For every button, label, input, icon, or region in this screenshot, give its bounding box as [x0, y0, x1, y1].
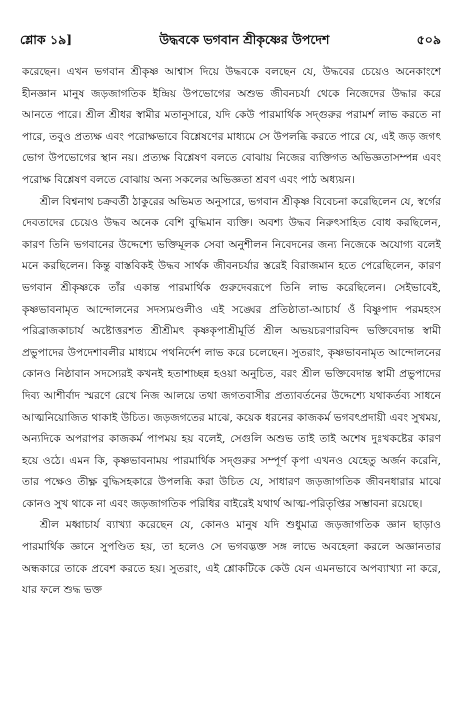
page-number: ৫০৯ — [416, 32, 441, 47]
running-title: উদ্ধবকে ভগবান শ্রীকৃষ্ণের উপদেশ — [159, 32, 330, 47]
paragraph: শ্রীল বিশ্বনাথ চক্রবর্তী ঠাকুরের অভিমত অনুসারে, ভগবান শ্রীকৃষ্ণ বিবেচনা করেছিলেন যে, স্বর্গের দেবতাদের চেয়েও উদ্ধব অনেক বেশি বুদ্ধিমান ব্যক্তি। অবশ্য উদ্ধব নিরুৎসাহিত বোধ করছিলেন, কারণ তিনি ভগবানের উদ্দেশ্যে ভক্তিমূলক সেবা অনুশীলন নিবেদনের জন্য নিজেকে অযোগ্য বলেই মনে করছিলেন। কিন্তু বাস্তবিকই উদ্ধব সার্থক জীবনচর্যার স্তরেই বিরাজমান হতে পেরেছিলেন, কারণ ভগবান শ্রীকৃষ্ণকে তাঁর একান্ত পারমার্থিক গুরুদেবরূপে তিনি লাভ করেছিলেন। সেইভাবেই, কৃষ্ণভাবনামৃত আন্দোলনের সদস্যমণ্ডলীও এই সঙ্ঘের প্রতিষ্ঠাতা-আচার্য ওঁ বিষ্ণুপাদ পরমহংস পরিব্রাজকাচার্য অষ্টোত্তরশত শ্রীশ্রীমৎ কৃষ্ণকৃপাশ্রীমূর্তি শ্রীল অভয়চরণারবিন্দ ভক্তিবেদান্ত স্বামী প্রভুপাদের উপদেশাবলীর মাধ্যমে পথনির্দেশ লাভ করে চলেছেন। সুতরাং, কৃষ্ণভাবনামৃত আন্দোলনের কোনও নিষ্ঠাবান সদস্যেরই কখনই হতাশাচ্ছন্ন হওয়া অনুচিত, বরং শ্রীল ভক্তিবেদান্ত স্বামী প্রভুপাদের দিব্য আশীর্বাদ স্মরণে রেখে নিজ আলয়ে তথা জগতবাসীর প্রত্যাবর্তনের উদ্দেশ্যে যথাকর্তব্য সাধনে আত্মনিয়োজিত থাকাই উচিত। জড়জগতের মাঝে, কয়েক ধরনের কাজকর্ম ভগবৎপ্রদায়ী এবং সুখময়, অন্যদিকে অপরাপর কাজকর্ম পাপময় হয় বলেই, সেগুলি অশুভ তাই তাই অশেষ দুঃখকষ্টের কারণ হয়ে ওঠে। এমন কি, কৃষ্ণভাবনাময় পারমার্থিক সদ্গুরুর সম্পূর্ণ কৃপা এখনও যেহেতু অর্জন করেনি, তার পক্ষেও তীক্ষ্ণ বুদ্ধিসহকারে উপলব্ধি করা উচিত যে, সাধারণ জড়জাগতিক জীবনধারার মাঝে কোনও সুখ থাকে না এবং জড়জাগতিক পরিধির বাইরেই যথার্থ আত্ম-পরিতৃপ্তির সম্ভাবনা রয়েছে। — [22, 195, 441, 510]
page-header — [20, 32, 441, 54]
paragraph: করেছেন। এখন ভগবান শ্রীকৃষ্ণ আশ্বাস দিয়ে উদ্ধবকে বলছেন যে, উদ্ধবের চেয়েও অনেকাংশে হীনজ্ঞান মানুষ জড়জাগতিক ইন্দ্রিয় উপভোগের অশুভ জীবনচর্যা থেকে নিজেদের উদ্ধার করে আনতে পারে। শ্রীল শ্রীধর স্বামীর মতানুসারে, যদি কেউ পারমার্থিক সদ্গুরুর পরামর্শ লাভ করতে না পারে, তবুও প্রত্যক্ষ এবং পরোক্ষভাবে বিশ্লেষণের মাধ্যমে সে উপলব্ধি করতে পারে যে, এই জড় জগৎ ভোগ উপভোগের স্থান নয়। প্রত্যক্ষ বিশ্লেষণ বলতে বোঝায় নিজের ব্যক্তিগত অভিজ্ঞতাসম্পন্ন এবং পরোক্ষ বিশ্লেষণ বলতে বোঝায় অন্য সকলের অভিজ্ঞতা শ্রবণ এবং পাঠ অধ্যয়ন। — [22, 66, 441, 186]
verse-reference: শ্লোক ১৯] — [20, 32, 73, 47]
paragraph: শ্রীল মধ্বাচার্য ব্যাখ্যা করেছেন যে, কোনও মানুষ যদি শুধুমাত্র জড়জাগতিক জ্ঞান ছাড়াও পারমার্থিক জ্ঞানে সুপণ্ডিত হয়, তা হলেও সে ভগবদ্ভক্ত সঙ্গ লাভে অবহেলা করলে অজ্ঞানতার অন্ধকারে তাকে প্রবেশ করতে হয়। সুতরাং, এই শ্লোকটিকে কেউ যেন এমনভাবে অপব্যাখ্যা না করে, যার ফলে শুদ্ধ ভক্ত — [22, 519, 441, 597]
page-body — [22, 62, 441, 697]
